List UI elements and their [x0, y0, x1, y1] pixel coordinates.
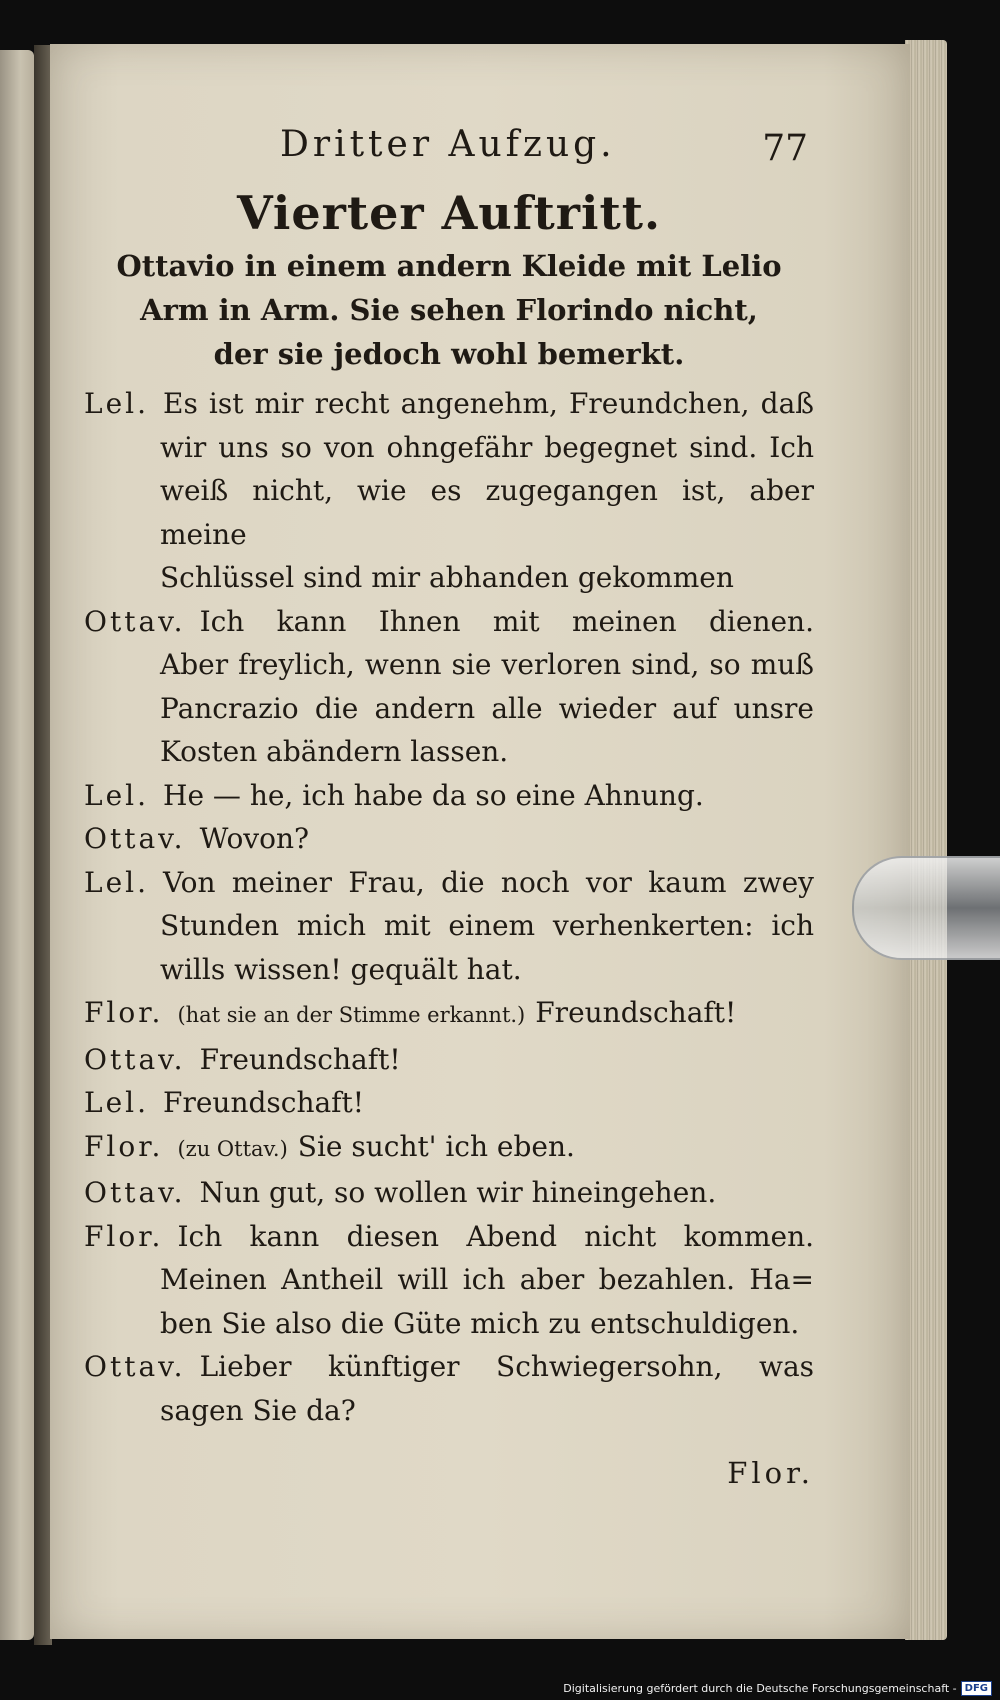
- speech-line: sagen Sie da?: [160, 1393, 356, 1427]
- speaker-name: Lel.: [84, 865, 150, 899]
- dialogue-entry: [84, 1215, 814, 1346]
- bookmark-clip: [852, 856, 1000, 960]
- dialogue-entry: [84, 1345, 814, 1432]
- stage-direction-line: Arm in Arm. Sie sehen Florindo nicht,: [140, 293, 758, 327]
- speaker-name: Ottav.: [84, 822, 186, 855]
- speaker-name: Lel.: [84, 1086, 150, 1119]
- speech-line: Lieber künftiger Schwiegersohn, was: [199, 1350, 814, 1383]
- page-header: [84, 118, 814, 178]
- dialogue-entry: [84, 1125, 814, 1172]
- dialogue-entry: [84, 1171, 814, 1215]
- dialogue-entry: [84, 861, 814, 992]
- speech-line: ben Sie also die Güte mich zu entschuldigen.: [160, 1306, 800, 1340]
- dialogue-entry: [84, 817, 814, 861]
- speech-line: Nun gut, so wollen wir hineingehen.: [199, 1176, 717, 1209]
- speaker-name: Lel.: [84, 778, 150, 812]
- speech-line: Freundschaft!: [535, 996, 737, 1029]
- speech-line: Pancrazio die andern alle wieder auf unsre: [160, 691, 814, 725]
- dfg-logo: DFG: [961, 1681, 992, 1696]
- scene-title: Vierter Auftritt.: [236, 186, 661, 240]
- speaker-name: Ottav.: [84, 1350, 186, 1383]
- speech-line: weiß nicht, wie es zugegangen ist, aber meine: [160, 474, 814, 551]
- speech-line: wir uns so von ohngefähr begegnet sind. Ich: [160, 430, 814, 464]
- speaker-name: Ottav.: [84, 1176, 186, 1209]
- speaker-name: Lel.: [84, 387, 150, 420]
- left-page-edge: [0, 50, 34, 1640]
- speaker-name: Ottav.: [84, 604, 186, 638]
- speech-line: Es ist mir recht angenehm, Freundchen, daß: [163, 387, 814, 420]
- speaker-name: Flor.: [84, 1219, 164, 1253]
- dialogue-entry: [84, 991, 814, 1038]
- speaker-name: Flor.: [84, 996, 164, 1029]
- speech-line: Von meiner Frau, die noch vor kaum zwey: [163, 865, 814, 899]
- dialogue-entry: [84, 1038, 814, 1082]
- speaker-name: Ottav.: [84, 1042, 186, 1076]
- catchword: Flor.: [727, 1456, 814, 1490]
- page-edges: [905, 40, 947, 1640]
- speech-line: Freundschaft!: [199, 1042, 401, 1076]
- stage-aside: (hat sie an der Stimme erkannt.): [177, 1003, 526, 1027]
- dialogue-entry: [84, 774, 814, 818]
- footer-credit: Digitalisierung gefördert durch die Deutsche Forschungsgemeinschaft -: [563, 1682, 957, 1695]
- dialogue-entry: [84, 600, 814, 774]
- page-text-block: [84, 118, 814, 1490]
- speech-line: wills wissen! gequält hat.: [160, 952, 522, 986]
- stage-direction: [84, 244, 814, 376]
- dialogue-entry: [84, 382, 814, 600]
- speech-line: Meinen Antheil will ich aber bezahlen. Ha=: [160, 1263, 814, 1296]
- speech-line: Stunden mich mit einem verhenkerten: ich: [160, 909, 814, 942]
- dialogue-entry: [84, 1081, 814, 1125]
- speech-line: Sie sucht' ich eben.: [297, 1129, 575, 1163]
- stage-direction-line: Ottavio in einem andern Kleide mit Lelio: [116, 249, 782, 283]
- speech-line: Ich kann Ihnen mit meinen dienen.: [199, 604, 814, 638]
- running-title: Dritter Aufzug.: [280, 124, 616, 165]
- speech-line: Wovon?: [199, 822, 310, 855]
- digitization-footer: [563, 1681, 992, 1696]
- page-number: 77: [762, 128, 808, 169]
- speech-line: Schlüssel sind mir abhanden gekommen: [160, 561, 734, 594]
- speech-line: Freundschaft!: [163, 1086, 365, 1119]
- speech-line: Ich kann diesen Abend nicht kommen.: [177, 1219, 814, 1253]
- speech-line: Kosten abändern lassen.: [160, 735, 509, 768]
- speaker-name: Flor.: [84, 1129, 164, 1163]
- stage-direction-line: der sie jedoch wohl bemerkt.: [213, 337, 685, 371]
- speech-line: Aber freylich, wenn sie verloren sind, so muß: [160, 648, 814, 681]
- speech-line: He — he, ich habe da so eine Ahnung.: [163, 778, 704, 812]
- stage-aside: (zu Ottav.): [177, 1136, 288, 1161]
